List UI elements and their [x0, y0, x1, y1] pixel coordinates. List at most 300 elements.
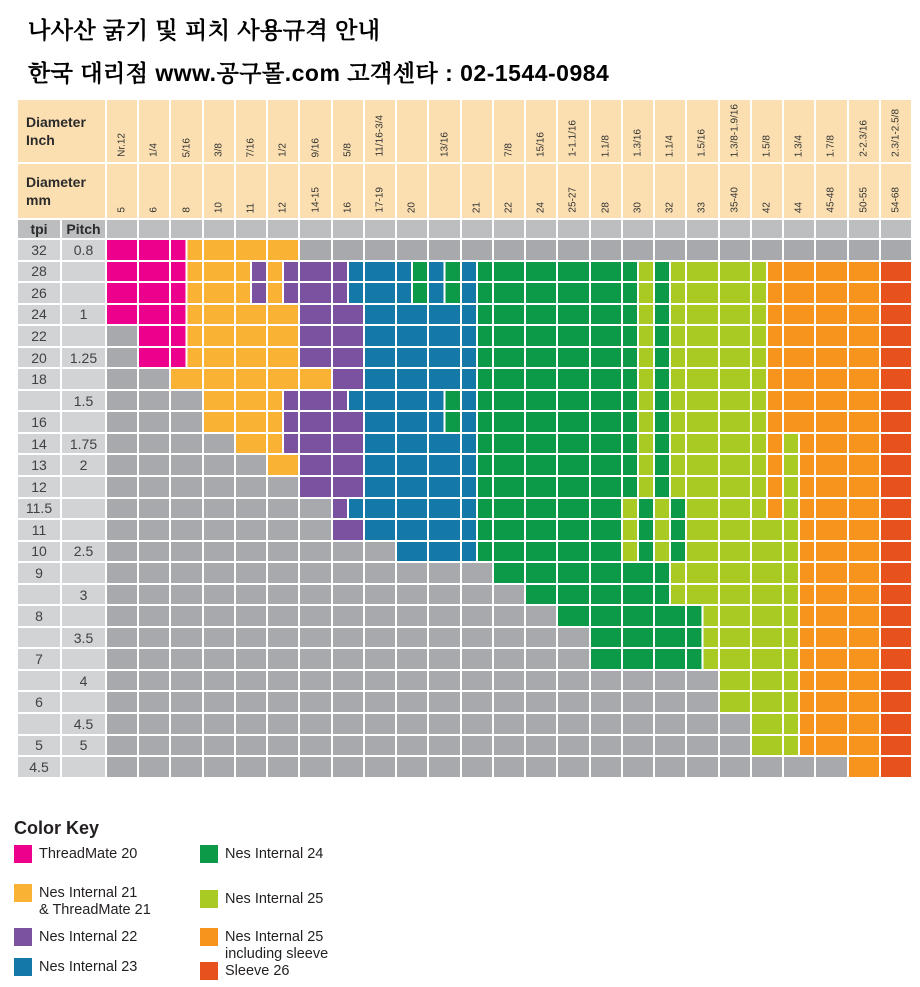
- pitch-row-label: 1: [62, 305, 105, 325]
- grid-cell: [494, 455, 524, 475]
- grid-cell: [623, 563, 653, 583]
- grid-cell: [397, 757, 427, 777]
- mm-column-header-21: [784, 164, 814, 218]
- header-strip-cell: [268, 220, 298, 238]
- tpi-row-label: 26: [18, 283, 60, 303]
- grid-cell: [752, 649, 782, 669]
- grid-cell: [849, 391, 879, 411]
- grid-cell: [365, 391, 395, 411]
- header-strip-cell: [236, 220, 266, 238]
- grid-cell: [365, 240, 395, 260]
- pitch-row-label: 1.75: [62, 434, 105, 454]
- grid-cell: [623, 757, 653, 777]
- grid-cell: [365, 563, 395, 583]
- grid-cell: [526, 542, 556, 562]
- grid-cell: [720, 649, 750, 669]
- grid-cell: [236, 434, 266, 454]
- header-strip-cell: [655, 220, 685, 238]
- grid-cell: [526, 305, 556, 325]
- grid-cell: [236, 262, 266, 282]
- grid-cell: [300, 563, 330, 583]
- grid-cell: [526, 499, 556, 519]
- grid-cell: [204, 628, 234, 648]
- grid-cell: [655, 348, 685, 368]
- grid-cell: [881, 240, 911, 260]
- grid-cell: [784, 477, 814, 497]
- grid-cell: [849, 412, 879, 432]
- grid-cell: [171, 542, 201, 562]
- grid-cell: [816, 542, 846, 562]
- grid-cell: [139, 649, 169, 669]
- grid-cell: [268, 585, 298, 605]
- grid-cell: [139, 283, 169, 303]
- grid-cell: [462, 391, 492, 411]
- mm-column-label: 12: [277, 201, 289, 213]
- grid-cell: [268, 520, 298, 540]
- grid-cell: [558, 542, 588, 562]
- inch-column-label: 1.3/4: [793, 134, 805, 157]
- color-key: [14, 818, 894, 979]
- grid-cell: [300, 585, 330, 605]
- grid-cell: [881, 455, 911, 475]
- grid-cell: [365, 542, 395, 562]
- grid-cell: [494, 628, 524, 648]
- grid-cell: [752, 455, 782, 475]
- legend-label: Nes Internal 22: [39, 929, 138, 945]
- grid-cell: [139, 585, 169, 605]
- inch-column-label: 1.3/8-1.9/16: [729, 103, 741, 157]
- grid-cell: [881, 262, 911, 282]
- grid-cell: [494, 391, 524, 411]
- tpi-row-label: 28: [18, 262, 60, 282]
- grid-cell: [687, 736, 717, 756]
- grid-cell: [784, 369, 814, 389]
- grid-cell: [300, 499, 330, 519]
- grid-cell: [268, 455, 298, 475]
- grid-cell: [333, 757, 363, 777]
- grid-cell: [268, 649, 298, 669]
- mm-column-header-11: [462, 164, 492, 218]
- grid-cell: [720, 477, 750, 497]
- grid-cell: [558, 391, 588, 411]
- mm-column-header-14: [558, 164, 588, 218]
- grid-cell: [429, 305, 459, 325]
- grid-cell: [236, 348, 266, 368]
- mm-column-label: 24: [535, 201, 547, 213]
- grid-cell: [784, 305, 814, 325]
- grid-cell: [462, 692, 492, 712]
- grid-cell: [333, 585, 363, 605]
- grid-cell: [171, 671, 201, 691]
- mm-column-header-24: [881, 164, 911, 218]
- grid-cell: [429, 606, 459, 626]
- grid-cell: [429, 628, 459, 648]
- grid-cell: [655, 757, 685, 777]
- grid-cell: [591, 499, 621, 519]
- mm-column-label: 20: [406, 201, 418, 213]
- grid-cell: [107, 477, 137, 497]
- grid-cell: [300, 671, 330, 691]
- grid-cell: [752, 628, 782, 648]
- grid-cell: [849, 283, 879, 303]
- grid-cell: [494, 305, 524, 325]
- grid-cell: [397, 240, 427, 260]
- grid-cell: [591, 240, 621, 260]
- grid-cell: [365, 326, 395, 346]
- grid-cell: [623, 240, 653, 260]
- grid-cell: [171, 649, 201, 669]
- pitch-row-label: 5: [62, 736, 105, 756]
- grid-cell: [687, 499, 717, 519]
- grid-cell: [462, 305, 492, 325]
- grid-cell: [591, 412, 621, 432]
- grid-cell: [107, 692, 137, 712]
- grid-cell: [397, 283, 427, 303]
- header-strip-cell: [300, 220, 330, 238]
- pitch-row-label: [62, 499, 105, 519]
- grid-cell: [333, 455, 363, 475]
- grid-cell: [849, 736, 879, 756]
- grid-cell: [558, 434, 588, 454]
- grid-cell: [720, 692, 750, 712]
- inch-column-header-10: [429, 100, 459, 162]
- grid-cell: [333, 348, 363, 368]
- grid-cell: [881, 499, 911, 519]
- grid-cell: [107, 262, 137, 282]
- grid-cell: [204, 305, 234, 325]
- grid-cell: [236, 477, 266, 497]
- pitch-row-label: 4.5: [62, 714, 105, 734]
- grid-cell: [300, 305, 330, 325]
- grid-cell: [526, 520, 556, 540]
- inch-column-header-0: [107, 100, 137, 162]
- inch-column-header-15: [591, 100, 621, 162]
- legend-item-E: [200, 845, 323, 863]
- grid-cell: [881, 477, 911, 497]
- grid-cell: [849, 563, 879, 583]
- inch-column-label: 1.5/16: [696, 129, 708, 157]
- grid-cell: [720, 499, 750, 519]
- mm-column-header-23: [849, 164, 879, 218]
- grid-cell: [429, 563, 459, 583]
- inch-column-label: 1/2: [277, 143, 289, 157]
- grid-cell: [333, 240, 363, 260]
- grid-cell: [300, 369, 330, 389]
- grid-cell: [107, 542, 137, 562]
- grid-cell: [623, 628, 653, 648]
- mm-column-header-5: [268, 164, 298, 218]
- grid-cell: [816, 326, 846, 346]
- grid-cell: [655, 412, 685, 432]
- grid-cell: [494, 671, 524, 691]
- grid-cell: [107, 240, 137, 260]
- pitch-row-label: [62, 412, 105, 432]
- grid-cell: [881, 326, 911, 346]
- grid-cell: [171, 585, 201, 605]
- grid-cell: [623, 542, 653, 562]
- grid-cell: [655, 563, 685, 583]
- grid-cell: [429, 455, 459, 475]
- grid-cell: [494, 714, 524, 734]
- grid-cell: [816, 369, 846, 389]
- grid-cell: [429, 412, 459, 432]
- grid-cell: [236, 240, 266, 260]
- grid-cell: [397, 585, 427, 605]
- grid-cell: [849, 585, 879, 605]
- grid-cell: [236, 606, 266, 626]
- grid-cell: [558, 348, 588, 368]
- grid-cell: [752, 348, 782, 368]
- mm-column-label: 14-15: [310, 187, 322, 213]
- grid-cell: [784, 606, 814, 626]
- grid-cell: [107, 369, 137, 389]
- grid-cell: [558, 692, 588, 712]
- grid-cell: [752, 283, 782, 303]
- grid-cell: [816, 692, 846, 712]
- header-strip-cell: [462, 220, 492, 238]
- grid-cell: [397, 262, 427, 282]
- grid-cell: [784, 757, 814, 777]
- tpi-row-label: 12: [18, 477, 60, 497]
- grid-cell: [591, 692, 621, 712]
- inch-column-header-3: [204, 100, 234, 162]
- grid-cell: [333, 477, 363, 497]
- grid-cell: [558, 499, 588, 519]
- grid-cell: [429, 520, 459, 540]
- grid-cell: [397, 628, 427, 648]
- grid-cell: [107, 606, 137, 626]
- grid-cell: [236, 326, 266, 346]
- grid-cell: [429, 542, 459, 562]
- mm-column-header-12: [494, 164, 524, 218]
- header-strip-cell: [204, 220, 234, 238]
- grid-cell: [558, 563, 588, 583]
- tpi-row-label: 13: [18, 455, 60, 475]
- grid-cell: [333, 326, 363, 346]
- grid-cell: [720, 714, 750, 734]
- grid-cell: [816, 455, 846, 475]
- grid-cell: [494, 757, 524, 777]
- grid-cell: [139, 714, 169, 734]
- grid-cell: [268, 391, 298, 411]
- grid-cell: [204, 563, 234, 583]
- grid-cell: [494, 692, 524, 712]
- grid-cell: [494, 348, 524, 368]
- grid-cell: [655, 305, 685, 325]
- grid-cell: [236, 628, 266, 648]
- grid-cell: [752, 369, 782, 389]
- grid-cell: [300, 326, 330, 346]
- grid-cell: [623, 606, 653, 626]
- grid-cell: [881, 283, 911, 303]
- grid-cell: [494, 542, 524, 562]
- grid-cell: [462, 542, 492, 562]
- grid-cell: [236, 736, 266, 756]
- grid-cell: [623, 736, 653, 756]
- grid-cell: [687, 391, 717, 411]
- grid-cell: [139, 692, 169, 712]
- grid-cell: [816, 628, 846, 648]
- inch-column-header-22: [816, 100, 846, 162]
- grid-cell: [816, 520, 846, 540]
- grid-cell: [494, 736, 524, 756]
- pitch-row-label: [62, 757, 105, 777]
- pitch-row-label: 2: [62, 455, 105, 475]
- grid-cell: [107, 283, 137, 303]
- grid-cell: [623, 671, 653, 691]
- grid-cell: [526, 262, 556, 282]
- grid-cell: [462, 628, 492, 648]
- grid-cell: [107, 649, 137, 669]
- pitch-row-label: 4: [62, 671, 105, 691]
- grid-cell: [333, 391, 363, 411]
- inch-column-label: 1.1/8: [600, 134, 612, 157]
- grid-cell: [139, 391, 169, 411]
- grid-cell: [107, 563, 137, 583]
- grid-cell: [881, 649, 911, 669]
- grid-cell: [462, 671, 492, 691]
- grid-cell: [365, 585, 395, 605]
- grid-cell: [204, 262, 234, 282]
- grid-cell: [462, 434, 492, 454]
- page-subtitle: 한국 대리점 www.공구몰.com 고객센타 : 02-1544-0984: [28, 60, 610, 86]
- grid-cell: [204, 757, 234, 777]
- grid-cell: [526, 714, 556, 734]
- grid-cell: [462, 649, 492, 669]
- pitch-row-label: [62, 649, 105, 669]
- grid-cell: [365, 348, 395, 368]
- inch-column-label: 1.7/8: [825, 134, 837, 157]
- grid-cell: [720, 348, 750, 368]
- grid-cell: [397, 671, 427, 691]
- grid-cell: [107, 455, 137, 475]
- pitch-row-label: [62, 262, 105, 282]
- grid-cell: [687, 434, 717, 454]
- grid-cell: [171, 628, 201, 648]
- grid-cell: [300, 240, 330, 260]
- grid-cell: [591, 671, 621, 691]
- grid-cell: [365, 628, 395, 648]
- grid-cell: [107, 736, 137, 756]
- grid-cell: [849, 714, 879, 734]
- grid-cell: [623, 714, 653, 734]
- grid-cell: [687, 369, 717, 389]
- grid-cell: [655, 499, 685, 519]
- pitch-row-label: 3.5: [62, 628, 105, 648]
- inch-column-label: 7/16: [245, 137, 257, 157]
- grid-cell: [300, 520, 330, 540]
- grid-cell: [204, 499, 234, 519]
- grid-cell: [784, 283, 814, 303]
- grid-cell: [784, 348, 814, 368]
- grid-cell: [300, 628, 330, 648]
- inch-column-header-9: [397, 100, 427, 162]
- grid-cell: [268, 671, 298, 691]
- grid-cell: [558, 283, 588, 303]
- mm-column-label: 44: [793, 201, 805, 213]
- inch-column-header-19: [720, 100, 750, 162]
- grid-cell: [365, 283, 395, 303]
- grid-cell: [171, 262, 201, 282]
- header-strip-cell: [687, 220, 717, 238]
- grid-cell: [526, 757, 556, 777]
- grid-cell: [591, 714, 621, 734]
- inch-column-header-20: [752, 100, 782, 162]
- grid-cell: [268, 757, 298, 777]
- grid-cell: [236, 412, 266, 432]
- grid-cell: [591, 326, 621, 346]
- grid-cell: [655, 240, 685, 260]
- grid-cell: [300, 542, 330, 562]
- tpi-row-label: [18, 671, 60, 691]
- grid-cell: [655, 714, 685, 734]
- grid-cell: [429, 714, 459, 734]
- grid-cell: [881, 563, 911, 583]
- grid-cell: [752, 757, 782, 777]
- pitch-row-label: [62, 283, 105, 303]
- grid-cell: [655, 585, 685, 605]
- inch-column-label: 5/16: [181, 137, 193, 157]
- grid-cell: [849, 692, 879, 712]
- legend-label: Nes Internal 24: [225, 846, 324, 862]
- inch-column-header-7: [333, 100, 363, 162]
- grid-cell: [462, 348, 492, 368]
- grid-cell: [333, 714, 363, 734]
- tpi-row-label: 18: [18, 369, 60, 389]
- grid-cell: [784, 326, 814, 346]
- grid-cell: [881, 542, 911, 562]
- grid-cell: [397, 391, 427, 411]
- grid-cell: [881, 412, 911, 432]
- grid-cell: [429, 671, 459, 691]
- grid-cell: [268, 434, 298, 454]
- grid-cell: [623, 692, 653, 712]
- grid-cell: [881, 692, 911, 712]
- mm-column-header-3: [204, 164, 234, 218]
- grid-cell: [558, 628, 588, 648]
- grid-cell: [236, 714, 266, 734]
- tpi-row-label: 4.5: [18, 757, 60, 777]
- grid-cell: [171, 757, 201, 777]
- grid-cell: [139, 305, 169, 325]
- inch-column-header-17: [655, 100, 685, 162]
- grid-cell: [333, 649, 363, 669]
- grid-cell: [655, 520, 685, 540]
- inch-column-header-2: [171, 100, 201, 162]
- diameter-word: Diameter: [26, 174, 86, 190]
- grid-cell: [397, 563, 427, 583]
- pitch-row-label: [62, 326, 105, 346]
- mm-column-header-17: [655, 164, 685, 218]
- grid-cell: [687, 455, 717, 475]
- grid-cell: [365, 477, 395, 497]
- legend-label: Nes Internal 25: [225, 891, 324, 907]
- legend-item-M: [14, 845, 137, 863]
- grid-cell: [526, 412, 556, 432]
- grid-cell: [107, 412, 137, 432]
- mm-column-label: 8: [181, 207, 193, 213]
- grid-cell: [204, 606, 234, 626]
- grid-cell: [429, 736, 459, 756]
- grid-cell: [333, 692, 363, 712]
- grid-cell: [171, 455, 201, 475]
- grid-cell: [655, 649, 685, 669]
- grid-cell: [816, 757, 846, 777]
- grid-cell: [526, 563, 556, 583]
- grid-cell: [752, 520, 782, 540]
- grid-cell: [494, 477, 524, 497]
- grid-cell: [268, 714, 298, 734]
